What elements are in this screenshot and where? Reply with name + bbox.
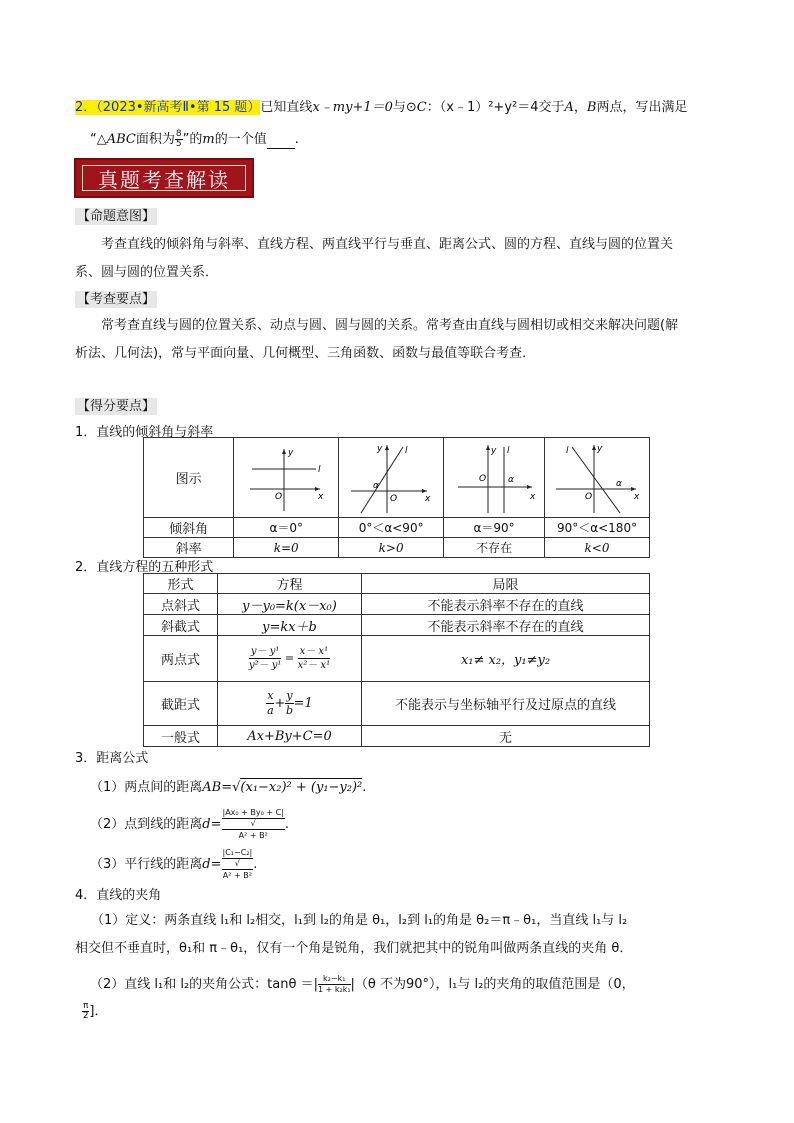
eq-intercept: $\frac{x}{a}$ + $\frac{y}{b}$ =1 [218,682,362,726]
svg-text:l: l [507,445,510,456]
header-form: 形式 [144,574,218,594]
section3-title: 3．距离公式 [75,751,149,766]
angle-range: $\frac{\pi}{2}$ ]． [82,1001,108,1021]
intent-paragraph: 考查直线的倾斜角与斜率、直线方程、两直线平行与垂直、距离公式、圆的方程、直线与圆的位置关 系、圆与圆的位置关系． [75,237,674,280]
question-line: 2．（2023•新高考Ⅱ•第 15 题）已知直线x﹣my+1＝0与⊙C：（x﹣1）²+y²＝4交于A，B两点，写出满足 [75,100,688,115]
form-point-slope: 点斜式 [144,594,218,615]
eq-two-point: $\frac{\text{y－ y¹}}{\text{y²－ y¹}}$ = $\frac{\text{x－ x¹}}{\text{x²－ x¹}}$ [218,636,362,682]
svg-text:y: y [597,443,603,454]
keypoints-tag: 【考查要点】 [77,292,156,307]
answer-blank [267,136,295,149]
row-label-angle: 倾斜角 [144,518,234,538]
eq-point-slope: y－y₀=k(x－x₀) [218,594,362,615]
row-header-diagram: 图示 [144,438,234,518]
axis-x-label: x [318,491,324,502]
angle-cell-3: α＝90° [444,518,545,538]
angle-formula: （2）直线 l₁和 l₂的夹角公式：tanθ ＝| $\frac{\text{k₂−k₁}}{\text{1 + k₂k₁}}$ |（θ 不为90°），l₁与 l₂的夹角的取值范围是（0， [90,974,635,994]
svg-text:y: y [491,445,497,456]
svg-text:y: y [377,443,383,454]
eq-slope-intercept: y=kx＋b [218,615,362,636]
line-label: l [318,464,321,475]
scoring-tag: 【得分要点】 [77,399,156,414]
form-slope-intercept: 斜截式 [144,615,218,636]
distance-parallel-lines: （3）平行线的距离d= |C₁−C₂| √ A² + B² . [90,848,258,880]
svg-text:x: x [634,491,640,502]
svg-text:O: O [390,493,398,504]
angle-cell-2: 0°＜α<90° [339,518,444,538]
section-banner [74,158,254,198]
svg-text:x: x [425,493,431,504]
row-label-slope: 斜率 [144,538,234,558]
svg-text:α: α [616,478,622,489]
slope-cell-3: 不存在 [444,538,545,558]
limit-intercept: 不能表示与坐标轴平行及过原点的直线 [362,682,650,726]
svg-text:l: l [566,445,569,456]
alpha-label: α [373,480,380,491]
keypoints-paragraph: 常考查直线与圆的位置关系、动点与圆、圆与圆的关系。常考查由直线与圆相切或相交来解决问题(解 析法、几何法)，常与平面向量、几何概型、三角函数、函数与最值等联合考查． [75,318,679,361]
section2-title: 2．直线方程的五种形式 [75,560,214,575]
slope-cell-4: k<0 [545,538,650,558]
slope-cell-1: k=0 [234,538,339,558]
limit-general: 无 [362,726,650,747]
eq-general: Ax+By+C=0 [218,726,362,747]
slope-cell-2: k>0 [339,538,444,558]
angle-cell-4: 90°＜α<180° [545,518,650,538]
form-two-point: 两点式 [144,636,218,682]
limit-two-point: x₁≠ x₂，y₁≠y₂ [362,636,650,682]
diagram-acute-angle [339,438,444,518]
svg-text:l: l [405,445,408,456]
form-general: 一般式 [144,726,218,747]
svg-text:O: O [479,473,487,484]
svg-text:α: α [508,474,514,485]
origin-label: O [275,491,283,502]
axis-y-label: y [288,447,294,458]
diagram-right-angle [444,438,545,518]
equation-table [143,573,650,747]
distance-point-line: （2）点到线的距离d= |Ax₀ + By₀ + C| √ A² + B² . [90,808,290,840]
limit-slope-intercept: 不能表示斜率不存在的直线 [362,615,650,636]
header-equation: 方程 [218,574,362,594]
form-intercept: 截距式 [144,682,218,726]
svg-text:x: x [530,491,536,502]
slope-table [143,437,650,558]
diagram-obtuse-angle [545,438,650,518]
angle-cell-1: α＝0° [234,518,339,538]
diagram-zero-angle [234,438,339,518]
svg-text:O: O [585,491,593,502]
banner-title: 真题考查解读 [82,165,246,191]
question-line-2: “△ABC面积为 $\frac{8}{5}$ ”的m的一个值 . [90,129,299,149]
intent-tag: 【命题意图】 [77,209,156,224]
distance-two-points: （1）两点间的距离AB=√(x₁−x₂)² + (y₁−y₂)². [90,780,367,795]
limit-point-slope: 不能表示斜率不存在的直线 [362,594,650,615]
section1-title: 1．直线的倾斜角与斜率 [75,425,214,440]
section4-title: 4．直线的夹角 [75,888,162,903]
area-fraction: $\frac{8}{5}$ [175,129,182,149]
header-limit: 局限 [362,574,650,594]
question-header: 2．（2023•新高考Ⅱ•第 15 题） [75,100,261,115]
angle-definition: （1）定义：两条直线 l₁和 l₂相交，l₁到 l₂的角是 θ₁，l₂到 l₁的角是 θ₂＝π﹣θ₁，当直线 l₁与 l₂ 相交但不垂直时，θ₁和 π﹣θ₁，仅有一个角是锐角，我们就把其中的锐角叫做两条直线的夹角 θ． [75,913,633,956]
